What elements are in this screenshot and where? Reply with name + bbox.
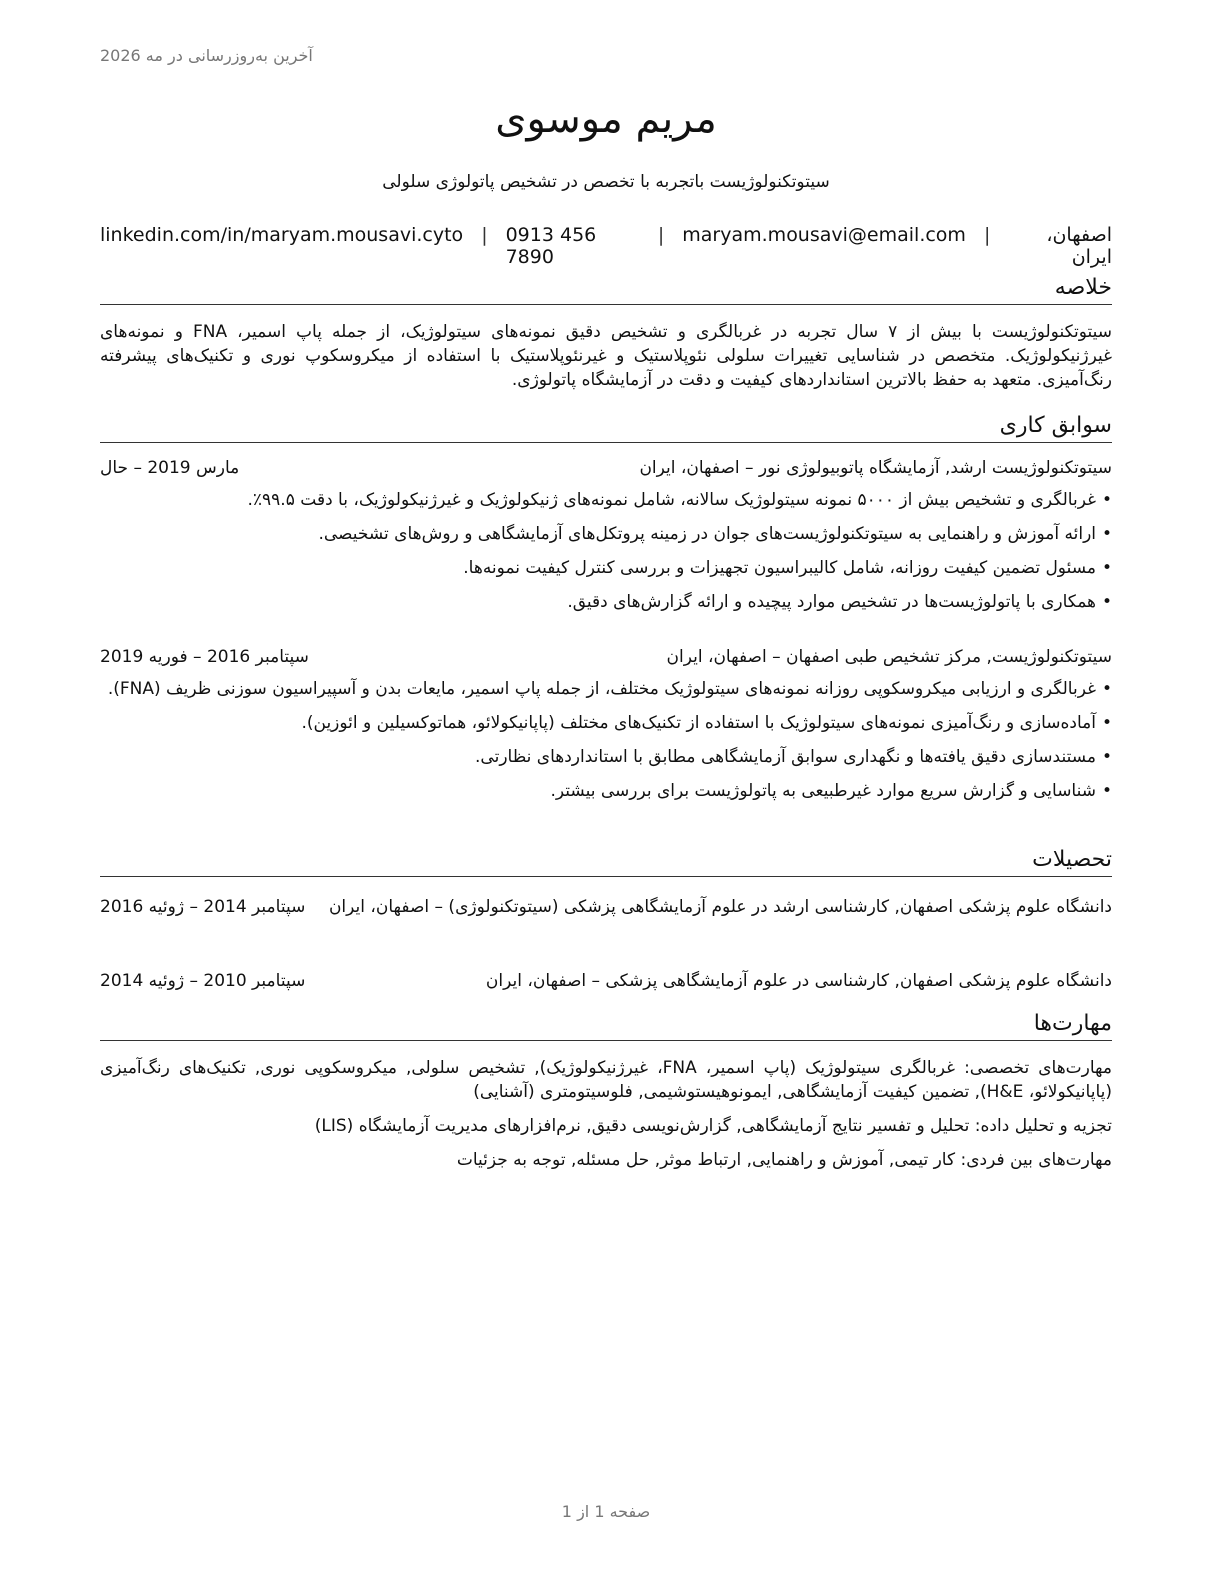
- job-bullet: • غربالگری و ارزیابی میکروسکوپی روزانه نمونه‌های سیتولوژیک مختلف، از جمله پاپ اسمیر، مایعات بدن و آسپیراسیون سوزنی ظریف (FNA).: [100, 677, 1112, 701]
- skills-heading: مهارت‌ها: [100, 1010, 1112, 1041]
- job-dates: مارس 2019 – حال: [100, 458, 240, 478]
- contact-separator: |: [481, 224, 488, 246]
- job-title: سیتوتکنولوژیست ارشد, آزمایشگاه پاتوبیولوژی نور – اصفهان، ایران: [639, 458, 1112, 478]
- resume-page: [100, 0, 1112, 1584]
- job-bullet: • شناسایی و گزارش سریع موارد غیرطبیعی به پاتولوژیست برای بررسی بیشتر.: [100, 779, 1112, 803]
- contact-location: اصفهان، ایران: [1046, 224, 1112, 268]
- job-bullet: • همکاری با پاتولوژیست‌ها در تشخیص موارد پیچیده و ارائه گزارش‌های دقیق.: [100, 590, 1112, 614]
- contact-separator: |: [983, 224, 991, 246]
- skills-list: [100, 1056, 1112, 1182]
- education-entry: [100, 894, 1112, 920]
- contact-line: [100, 224, 1112, 268]
- job-header: [100, 458, 1112, 484]
- summary-heading: خلاصه: [100, 274, 1112, 305]
- education-row: [100, 968, 1112, 994]
- job-bullet: • آماده‌سازی و رنگ‌آمیزی نمونه‌های سیتولوژیک با استفاده از تکنیک‌های مختلف (پاپانیکولائو، هماتوکسیلین و ائوزین).: [100, 711, 1112, 735]
- job-bullets: [100, 677, 1112, 803]
- skill-item: تجزیه و تحلیل داده: تحلیل و تفسیر نتایج آزمایشگاهی, گزارش‌نویسی دقیق, نرم‌افزارهای مدیریت آزمایشگاه (LIS): [314, 1116, 1112, 1136]
- candidate-name: مریم موسوی: [495, 96, 717, 142]
- contact-phone[interactable]: 0913 456 7890: [505, 224, 597, 268]
- job-bullets: [100, 488, 1112, 614]
- job-title: سیتوتکنولوژیست, مرکز تشخیص طبی اصفهان – اصفهان، ایران: [666, 647, 1112, 667]
- contact-separator: |: [657, 224, 665, 246]
- candidate-subtitle: سیتوتکنولوژیست باتجربه با تخصص در تشخیص پاتولوژی سلولی: [382, 172, 830, 192]
- job-bullet: • غربالگری و تشخیص بیش از ۵۰۰۰ نمونه سیتولوژیک سالانه، شامل نمونه‌های ژنیکولوژیک و غیرژنیکولوژیک، با دقت ۹۹.۵٪.: [100, 488, 1112, 512]
- education-heading: تحصیلات: [100, 846, 1112, 877]
- education-dates: سپتامبر 2014 – ژوئیه 2016: [100, 897, 306, 917]
- job-entry: [100, 647, 1112, 813]
- education-row: [100, 894, 1112, 920]
- education-degree-text: دانشگاه علوم پزشکی اصفهان, کارشناسی ارشد در علوم آزمایشگاهی پزشکی (سیتوتکنولوژی) – اصفهان، ایران: [328, 897, 1112, 917]
- skill-item: مهارت‌های تخصصی: غربالگری سیتولوژیک (پاپ اسمیر، FNA، غیرژنیکولوژیک), تشخیص سلولی, میکروسکوپی نوری, تکنیک‌های رنگ‌آمیزی (پاپانیکولائو، H&E), تضمین کیفیت آزمایشگاهی, ایمونوهیستوشیمی, فلوسیتومتری (آشنایی): [100, 1058, 1112, 1102]
- last-updated: آخرین به‌روزرسانی در مه 2026: [100, 46, 313, 65]
- job-dates: سپتامبر 2016 – فوریه 2019: [100, 647, 309, 667]
- education-dates: سپتامبر 2010 – ژوئیه 2014: [100, 971, 306, 991]
- job-bullet: • ارائه آموزش و راهنمایی به سیتوتکنولوژیست‌های جوان در زمینه پروتکل‌های آزمایشگاهی و روش‌های تشخیصی.: [100, 522, 1112, 546]
- job-entry: [100, 458, 1112, 624]
- experience-heading: سوابق کاری: [100, 412, 1112, 443]
- contact-email[interactable]: maryam.mousavi@email.com: [682, 224, 966, 246]
- skill-item: مهارت‌های بین فردی: کار تیمی, آموزش و راهنمایی, ارتباط موثر, حل مسئله, توجه به جزئیات: [456, 1150, 1112, 1170]
- job-bullet: • مستندسازی دقیق یافته‌ها و نگهداری سوابق آزمایشگاهی مطابق با استانداردهای نظارتی.: [100, 745, 1112, 769]
- education-entry: [100, 968, 1112, 994]
- job-bullet: • مسئول تضمین کیفیت روزانه، شامل کالیبراسیون تجهیزات و بررسی کنترل کیفیت نمونه‌ها.: [100, 556, 1112, 580]
- contact-linkedin[interactable]: linkedin.com/in/maryam.mousavi.cyto: [100, 224, 464, 246]
- job-header: [100, 647, 1112, 673]
- page-footer: صفحه 1 از 1: [561, 1502, 651, 1521]
- education-degree: دانشگاه علوم پزشکی اصفهان, کارشناسی در علوم آزمایشگاهی پزشکی – اصفهان، ایران: [485, 971, 1112, 991]
- summary-text: سیتوتکنولوژیست با بیش از ۷ سال تجربه در غربالگری و تشخیص دقیق نمونه‌های سیتولوژیک، از جمله پاپ اسمیر، FNA و نمونه‌های غیرژنیکولوژیک. متخصص در شناسایی تغییرات سلولی نئوپلاستیک و غیرنئوپلاستیک با استفاده از میکروسکوپ نوری و تکنیک‌های پیشرفته رنگ‌آمیزی. متعهد به حفظ بالاترین استانداردهای کیفیت و دقت در آزمایشگاه پاتولوژی.: [100, 322, 1112, 390]
